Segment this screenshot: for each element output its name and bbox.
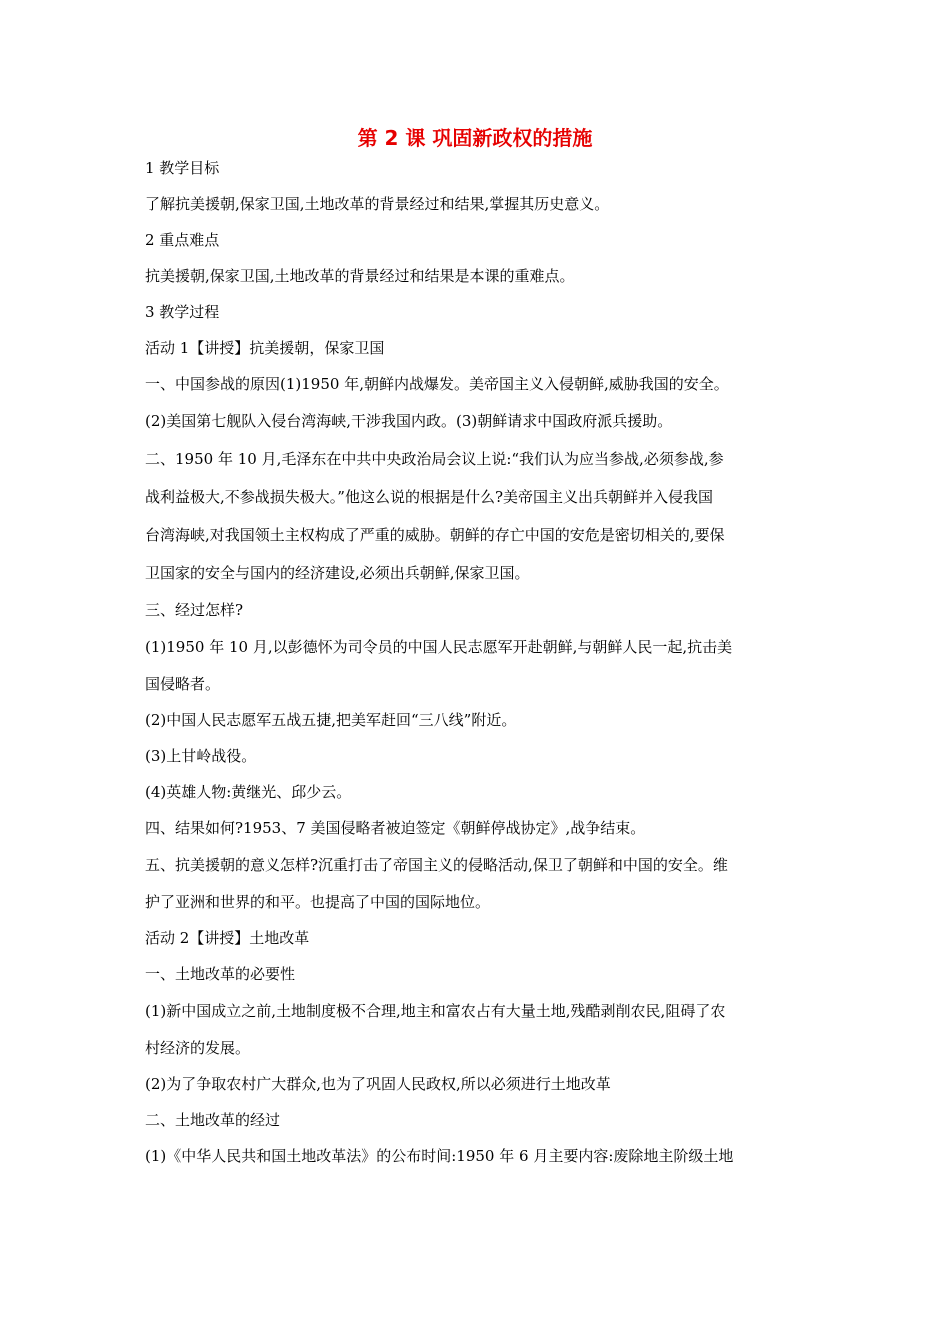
paragraph-line: 卫国家的安全与国内的经济建设,必须出兵朝鲜,保家卫国。: [145, 564, 530, 582]
paragraph-line: (2)美国第七舰队入侵台湾海峡,干涉我国内政。(3)朝鲜请求中国政府派兵援助。: [145, 412, 673, 430]
paragraph-line: (2)中国人民志愿军五战五捷,把美军赶回“三八线”附近。: [145, 711, 517, 729]
document-body: [145, 150, 810, 1174]
paragraph-line: (1)《中华人民共和国土地改革法》的公布时间:1950 年 6 月主要内容:废除地主阶级土地: [145, 1147, 734, 1165]
paragraph-line: (1)新中国成立之前,土地制度极不合理,地主和富农占有大量土地,残酷剥削农民,阻碍了农: [145, 1002, 726, 1020]
paragraph-line: 四、结果如何?1953、7 美国侵略者被迫签定《朝鲜停战协定》,战争结束。: [145, 819, 646, 837]
paragraph-line: (4)英雄人物:黄继光、邱少云。: [145, 783, 352, 801]
paragraph-line: (3)上甘岭战役。: [145, 747, 257, 765]
paragraph-line: 三、经过怎样?: [145, 601, 244, 619]
paragraph-line: (2)为了争取农村广大群众,也为了巩固人民政权,所以必须进行土地改革: [145, 1075, 611, 1093]
paragraph-line: 国侵略者。: [145, 675, 221, 693]
paragraph-line: 村经济的发展。: [145, 1039, 251, 1057]
activity-heading: 活动 2【讲授】土地改革: [145, 929, 310, 947]
paragraph-line: 二、1950 年 10 月,毛泽东在中共中央政治局会议上说:“我们认为应当参战,必须参战,参: [145, 450, 724, 468]
paragraph-line: 一、中国参战的原因(1)1950 年,朝鲜内战爆发。美帝国主义入侵朝鲜,威胁我国的安全。: [145, 375, 729, 393]
paragraph-line: (1)1950 年 10 月,以彭德怀为司令员的中国人民志愿军开赴朝鲜,与朝鲜人民一起,抗击美: [145, 638, 733, 656]
paragraph-line: 了解抗美援朝,保家卫国,土地改革的背景经过和结果,掌握其历史意义。: [145, 195, 610, 213]
paragraph-line: 二、土地改革的经过: [145, 1111, 281, 1129]
section-heading: 3 教学过程: [145, 303, 220, 321]
section-heading: 1 教学目标: [145, 159, 220, 177]
activity-heading: 活动 1【讲授】抗美援朝，保家卫国: [145, 339, 385, 357]
paragraph-line: 抗美援朝,保家卫国,土地改革的背景经过和结果是本课的重难点。: [145, 267, 575, 285]
paragraph-line: 一、土地改革的必要性: [145, 965, 296, 983]
paragraph-line: 台湾海峡,对我国领土主权构成了严重的威胁。朝鲜的存亡中国的安危是密切相关的,要保: [145, 526, 725, 544]
page-title: 第 2 课 巩固新政权的措施: [357, 126, 593, 150]
section-heading: 2 重点难点: [145, 231, 220, 249]
paragraph-line: 五、抗美援朝的意义怎样?沉重打击了帝国主义的侵略活动,保卫了朝鲜和中国的安全。维: [145, 856, 728, 874]
paragraph-line: 护了亚洲和世界的和平。也提高了中国的国际地位。: [145, 893, 491, 911]
paragraph-line: 战利益极大,不参战损失极大。”他这么说的根据是什么?美帝国主义出兵朝鲜并入侵我国: [145, 488, 713, 506]
